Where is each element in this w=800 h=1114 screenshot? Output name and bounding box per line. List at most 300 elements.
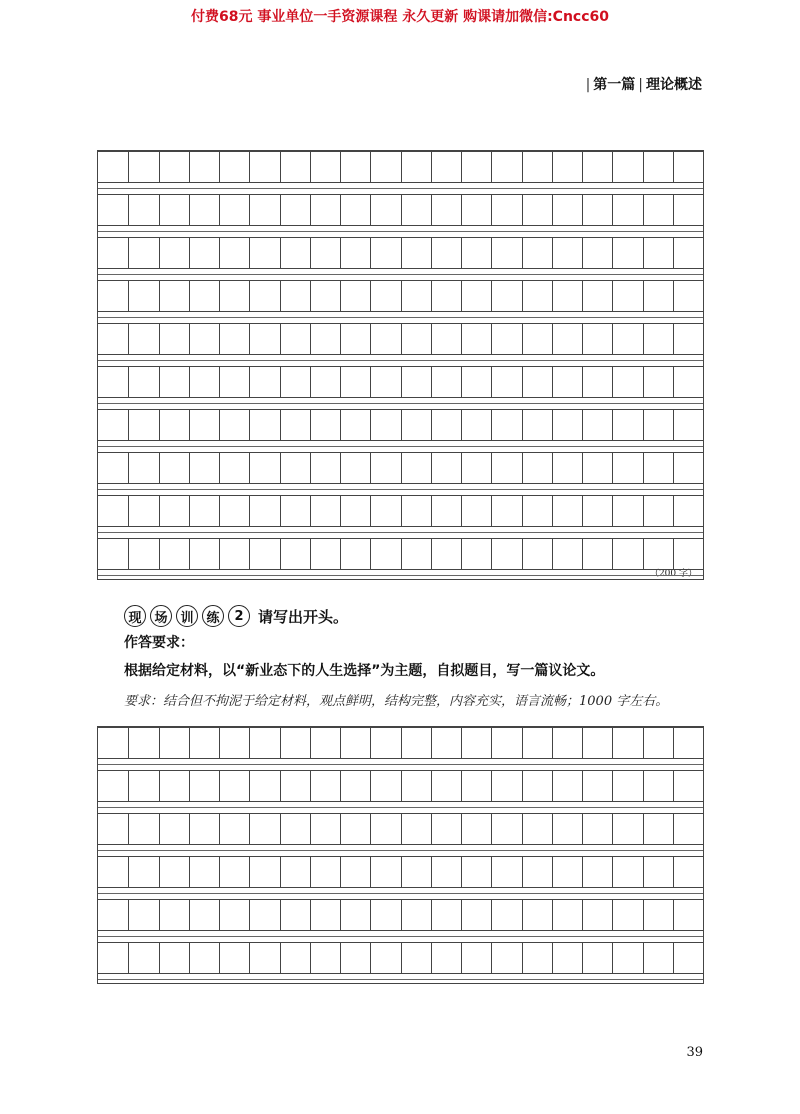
grid-cell-divider	[219, 900, 220, 930]
grid-cell-divider	[552, 857, 553, 887]
grid-cell-divider	[461, 771, 462, 801]
grid-cell-divider	[310, 410, 311, 440]
grid-cell-divider	[189, 367, 190, 397]
grid-cell-divider	[189, 900, 190, 930]
grid-row	[98, 366, 703, 398]
grid-cell-divider	[128, 814, 129, 844]
grid-cell-divider	[612, 281, 613, 311]
grid-cell-divider	[219, 281, 220, 311]
grid-spacer-line	[98, 274, 703, 275]
grid-cell-divider	[612, 857, 613, 887]
grid-row	[98, 409, 703, 441]
grid-cell-divider	[370, 539, 371, 569]
grid-cell-divider	[159, 152, 160, 182]
grid-cell-divider	[461, 367, 462, 397]
grid-cell-divider	[491, 857, 492, 887]
grid-cell-divider	[552, 453, 553, 483]
grid-cell-divider	[189, 238, 190, 268]
grid-cell-divider	[552, 943, 553, 973]
grid-cell-divider	[159, 238, 160, 268]
grid-cell-divider	[582, 857, 583, 887]
grid-cell-divider	[340, 728, 341, 758]
grid-row	[98, 495, 703, 527]
grid-cell-divider	[643, 410, 644, 440]
grid-cell-divider	[340, 367, 341, 397]
grid-cell-divider	[522, 857, 523, 887]
grid-cell-divider	[189, 496, 190, 526]
writing-grid-2	[97, 726, 704, 984]
grid-cell-divider	[612, 324, 613, 354]
grid-cell-divider	[461, 410, 462, 440]
grid-row	[98, 237, 703, 269]
grid-spacer-line	[98, 893, 703, 894]
writing-grid-1	[97, 150, 704, 580]
grid-cell-divider	[280, 771, 281, 801]
training-char: 场	[150, 605, 172, 627]
grid-cell-divider	[310, 238, 311, 268]
grid-cell-divider	[219, 814, 220, 844]
grid-cell-divider	[522, 195, 523, 225]
grid-spacer-line	[98, 807, 703, 808]
grid-cell-divider	[370, 410, 371, 440]
grid-cell-divider	[280, 281, 281, 311]
grid-cell-divider	[491, 496, 492, 526]
grid-cell-divider	[673, 195, 674, 225]
grid-cell-divider	[522, 152, 523, 182]
grid-cell-divider	[189, 814, 190, 844]
grid-row	[98, 151, 703, 183]
grid-cell-divider	[431, 281, 432, 311]
grid-cell-divider	[401, 771, 402, 801]
grid-cell-divider	[159, 281, 160, 311]
grid-cell-divider	[612, 943, 613, 973]
grid-cell-divider	[159, 410, 160, 440]
grid-cell-divider	[552, 281, 553, 311]
grid-cell-divider	[128, 195, 129, 225]
grid-cell-divider	[310, 771, 311, 801]
grid-cell-divider	[401, 152, 402, 182]
grid-cell-divider	[582, 195, 583, 225]
grid-spacer-line	[98, 403, 703, 404]
grid-cell-divider	[189, 195, 190, 225]
grid-cell-divider	[491, 281, 492, 311]
grid-cell-divider	[552, 728, 553, 758]
grid-cell-divider	[673, 152, 674, 182]
grid-cell-divider	[612, 152, 613, 182]
grid-cell-divider	[431, 152, 432, 182]
grid-cell-divider	[219, 410, 220, 440]
grid-row	[98, 899, 703, 931]
grid-cell-divider	[552, 367, 553, 397]
grid-cell-divider	[310, 900, 311, 930]
grid-cell-divider	[582, 771, 583, 801]
grid-cell-divider	[370, 814, 371, 844]
grid-cell-divider	[612, 410, 613, 440]
grid-cell-divider	[219, 539, 220, 569]
grid-cell-divider	[340, 238, 341, 268]
grid-cell-divider	[582, 943, 583, 973]
grid-cell-divider	[280, 814, 281, 844]
grid-spacer-line	[98, 764, 703, 765]
grid-cell-divider	[673, 900, 674, 930]
grid-cell-divider	[219, 324, 220, 354]
grid-cell-divider	[370, 728, 371, 758]
grid-cell-divider	[612, 453, 613, 483]
grid-cell-divider	[280, 453, 281, 483]
grid-cell-divider	[219, 238, 220, 268]
grid-cell-divider	[401, 857, 402, 887]
grid-cell-divider	[673, 771, 674, 801]
grid-cell-divider	[128, 453, 129, 483]
grid-cell-divider	[431, 539, 432, 569]
grid-cell-divider	[491, 324, 492, 354]
grid-cell-divider	[249, 496, 250, 526]
grid-row	[98, 323, 703, 355]
grid-cell-divider	[340, 857, 341, 887]
grid-cell-divider	[159, 195, 160, 225]
grid-cell-divider	[491, 238, 492, 268]
grid-cell-divider	[128, 367, 129, 397]
grid-cell-divider	[552, 195, 553, 225]
grid-cell-divider	[128, 900, 129, 930]
grid-cell-divider	[612, 814, 613, 844]
grid-cell-divider	[159, 367, 160, 397]
grid-cell-divider	[280, 943, 281, 973]
grid-cell-divider	[128, 943, 129, 973]
grid-cell-divider	[643, 771, 644, 801]
grid-cell-divider	[401, 814, 402, 844]
grid-cell-divider	[461, 453, 462, 483]
grid-cell-divider	[431, 410, 432, 440]
grid-cell-divider	[159, 539, 160, 569]
grid-cell-divider	[673, 857, 674, 887]
grid-cell-divider	[249, 857, 250, 887]
grid-row	[98, 770, 703, 802]
grid-cell-divider	[522, 539, 523, 569]
grid-cell-divider	[219, 195, 220, 225]
grid-cell-divider	[128, 238, 129, 268]
grid-cell-divider	[310, 281, 311, 311]
grid-cell-divider	[128, 281, 129, 311]
grid-cell-divider	[249, 152, 250, 182]
grid-cell-divider	[461, 728, 462, 758]
grid-cell-divider	[280, 324, 281, 354]
grid-cell-divider	[522, 771, 523, 801]
grid-row	[98, 813, 703, 845]
grid-cell-divider	[552, 238, 553, 268]
grid-cell-divider	[340, 453, 341, 483]
grid-cell-divider	[370, 943, 371, 973]
grid-cell-divider	[249, 410, 250, 440]
grid-cell-divider	[189, 410, 190, 440]
grid-cell-divider	[431, 900, 432, 930]
grid-cell-divider	[280, 900, 281, 930]
grid-cell-divider	[552, 814, 553, 844]
grid-row	[98, 194, 703, 226]
grid-cell-divider	[643, 943, 644, 973]
grid-cell-divider	[249, 281, 250, 311]
grid-cell-divider	[249, 324, 250, 354]
grid-cell-divider	[643, 367, 644, 397]
training-title: 请写出开头。	[258, 607, 349, 626]
grid-cell-divider	[310, 324, 311, 354]
requirements-label: 作答要求：	[124, 635, 194, 651]
grid-cell-divider	[401, 410, 402, 440]
grid-cell-divider	[280, 152, 281, 182]
training-char: 训	[176, 605, 198, 627]
grid-cell-divider	[491, 814, 492, 844]
grid-cell-divider	[522, 728, 523, 758]
grid-cell-divider	[582, 281, 583, 311]
grid-cell-divider	[582, 152, 583, 182]
grid-cell-divider	[310, 814, 311, 844]
grid-cell-divider	[491, 195, 492, 225]
grid-cell-divider	[370, 324, 371, 354]
grid-cell-divider	[552, 410, 553, 440]
grid-cell-divider	[612, 367, 613, 397]
grid-cell-divider	[189, 943, 190, 973]
grid-cell-divider	[491, 367, 492, 397]
grid-cell-divider	[522, 367, 523, 397]
grid-cell-divider	[310, 367, 311, 397]
grid-cell-divider	[582, 814, 583, 844]
grid-cell-divider	[552, 496, 553, 526]
training-number: 2	[228, 605, 250, 627]
grid-cell-divider	[128, 539, 129, 569]
task-statement: 根据给定材料，以“新业态下的人生选择”为主题，自拟题目，写一篇议论文。	[124, 663, 605, 679]
grid-cell-divider	[249, 728, 250, 758]
grid-cell-divider	[189, 152, 190, 182]
grid-cell-divider	[128, 324, 129, 354]
grid-cell-divider	[461, 195, 462, 225]
grid-cell-divider	[401, 728, 402, 758]
header-section: 理论概述	[646, 77, 702, 93]
grid-cell-divider	[370, 281, 371, 311]
grid-cell-divider	[401, 324, 402, 354]
grid-cell-divider	[280, 496, 281, 526]
grid-cell-divider	[401, 943, 402, 973]
grid-cell-divider	[643, 195, 644, 225]
grid-cell-divider	[401, 367, 402, 397]
grid-cell-divider	[582, 728, 583, 758]
grid-spacer-line	[98, 360, 703, 361]
grid-cell-divider	[310, 943, 311, 973]
grid-cell-divider	[189, 857, 190, 887]
grid-cell-divider	[340, 152, 341, 182]
grid-cell-divider	[340, 539, 341, 569]
grid-cell-divider	[280, 728, 281, 758]
grid-cell-divider	[340, 814, 341, 844]
grid-cell-divider	[370, 771, 371, 801]
grid-cell-divider	[582, 539, 583, 569]
grid-cell-divider	[128, 771, 129, 801]
grid-spacer-line	[98, 850, 703, 851]
promo-banner: 付费68元 事业单位一手资源课程 永久更新 购课请加微信:Cncc60	[190, 9, 610, 25]
header-part: 第一篇	[593, 77, 636, 93]
grid-cell-divider	[280, 539, 281, 569]
grid-cell-divider	[491, 943, 492, 973]
grid-cell-divider	[431, 238, 432, 268]
grid-cell-divider	[431, 771, 432, 801]
grid-spacer-line	[98, 188, 703, 189]
grid-cell-divider	[189, 453, 190, 483]
grid-cell-divider	[491, 453, 492, 483]
grid-cell-divider	[612, 238, 613, 268]
grid-spacer-line	[98, 231, 703, 232]
grid-cell-divider	[673, 281, 674, 311]
grid-cell-divider	[340, 496, 341, 526]
grid-cell-divider	[461, 539, 462, 569]
grid-spacer-line	[98, 532, 703, 533]
grid-row	[98, 280, 703, 312]
grid-cell-divider	[491, 152, 492, 182]
grid-cell-divider	[310, 496, 311, 526]
grid-cell-divider	[159, 728, 160, 758]
grid-cell-divider	[219, 496, 220, 526]
grid-cell-divider	[370, 900, 371, 930]
grid-cell-divider	[461, 814, 462, 844]
grid-cell-divider	[673, 943, 674, 973]
grid-cell-divider	[340, 900, 341, 930]
grid-cell-divider	[522, 324, 523, 354]
grid-cell-divider	[310, 152, 311, 182]
grid-cell-divider	[431, 367, 432, 397]
grid-cell-divider	[370, 238, 371, 268]
grid-cell-divider	[128, 857, 129, 887]
grid-cell-divider	[491, 410, 492, 440]
grid-cell-divider	[552, 771, 553, 801]
grid-cell-divider	[643, 900, 644, 930]
grid-cell-divider	[582, 496, 583, 526]
grid-cell-divider	[612, 900, 613, 930]
training-heading	[124, 605, 348, 627]
grid-cell-divider	[431, 453, 432, 483]
grid-cell-divider	[612, 195, 613, 225]
grid-cell-divider	[673, 238, 674, 268]
grid-cell-divider	[643, 453, 644, 483]
grid-cell-divider	[310, 453, 311, 483]
grid-cell-divider	[249, 900, 250, 930]
grid-row	[98, 942, 703, 974]
grid-cell-divider	[249, 367, 250, 397]
grid-cell-divider	[461, 857, 462, 887]
grid-cell-divider	[340, 195, 341, 225]
grid-cell-divider	[582, 453, 583, 483]
grid-cell-divider	[219, 367, 220, 397]
grid-cell-divider	[189, 324, 190, 354]
grid-cell-divider	[461, 496, 462, 526]
grid-cell-divider	[128, 152, 129, 182]
grid-cell-divider	[370, 152, 371, 182]
grid-cell-divider	[582, 410, 583, 440]
grid-cell-divider	[219, 771, 220, 801]
grid-cell-divider	[643, 152, 644, 182]
grid-cell-divider	[431, 728, 432, 758]
grid-cell-divider	[370, 195, 371, 225]
grid-cell-divider	[612, 771, 613, 801]
grid-cell-divider	[461, 900, 462, 930]
training-char: 练	[202, 605, 224, 627]
grid-cell-divider	[673, 539, 674, 569]
page-number: 39	[686, 1045, 703, 1060]
grid-cell-divider	[159, 324, 160, 354]
grid-cell-divider	[522, 238, 523, 268]
grid-row	[98, 856, 703, 888]
grid-cell-divider	[189, 728, 190, 758]
grid-cell-divider	[249, 453, 250, 483]
grid-cell-divider	[612, 728, 613, 758]
grid-cell-divider	[159, 496, 160, 526]
grid-cell-divider	[401, 496, 402, 526]
grid-cell-divider	[401, 195, 402, 225]
grid-cell-divider	[159, 814, 160, 844]
grid-cell-divider	[431, 195, 432, 225]
grid-cell-divider	[461, 324, 462, 354]
grid-row	[98, 538, 703, 570]
grid-cell-divider	[643, 814, 644, 844]
grid-cell-divider	[461, 238, 462, 268]
grid-cell-divider	[643, 496, 644, 526]
grid-cell-divider	[219, 152, 220, 182]
grid-cell-divider	[673, 496, 674, 526]
grid-cell-divider	[431, 324, 432, 354]
grid-cell-divider	[552, 539, 553, 569]
grid-cell-divider	[219, 453, 220, 483]
grid-cell-divider	[491, 900, 492, 930]
grid-cell-divider	[643, 539, 644, 569]
grid-cell-divider	[189, 539, 190, 569]
grid-cell-divider	[280, 410, 281, 440]
grid-cell-divider	[401, 238, 402, 268]
grid-cell-divider	[522, 496, 523, 526]
grid-cell-divider	[522, 410, 523, 440]
grid-cell-divider	[310, 728, 311, 758]
grid-cell-divider	[431, 943, 432, 973]
grid-cell-divider	[249, 814, 250, 844]
grid-cell-divider	[340, 281, 341, 311]
grid-spacer-line	[98, 979, 703, 980]
grid-cell-divider	[249, 238, 250, 268]
grid-cell-divider	[673, 410, 674, 440]
grid-cell-divider	[522, 281, 523, 311]
grid-cell-divider	[431, 814, 432, 844]
word-count-caption: （200 字）	[649, 569, 697, 579]
grid-cell-divider	[128, 496, 129, 526]
running-header: | 第一篇 | 理论概述	[585, 77, 702, 93]
grid-cell-divider	[159, 857, 160, 887]
grid-cell-divider	[219, 943, 220, 973]
grid-cell-divider	[370, 857, 371, 887]
grid-cell-divider	[401, 453, 402, 483]
grid-cell-divider	[340, 943, 341, 973]
grid-cell-divider	[280, 857, 281, 887]
grid-cell-divider	[401, 900, 402, 930]
grid-cell-divider	[461, 152, 462, 182]
grid-cell-divider	[522, 900, 523, 930]
grid-spacer-line	[98, 489, 703, 490]
grid-cell-divider	[280, 367, 281, 397]
grid-cell-divider	[491, 728, 492, 758]
grid-cell-divider	[401, 539, 402, 569]
grid-cell-divider	[582, 238, 583, 268]
grid-cell-divider	[643, 324, 644, 354]
grid-cell-divider	[643, 238, 644, 268]
grid-cell-divider	[340, 410, 341, 440]
grid-cell-divider	[128, 410, 129, 440]
grid-cell-divider	[582, 324, 583, 354]
grid-cell-divider	[219, 728, 220, 758]
grid-cell-divider	[370, 453, 371, 483]
